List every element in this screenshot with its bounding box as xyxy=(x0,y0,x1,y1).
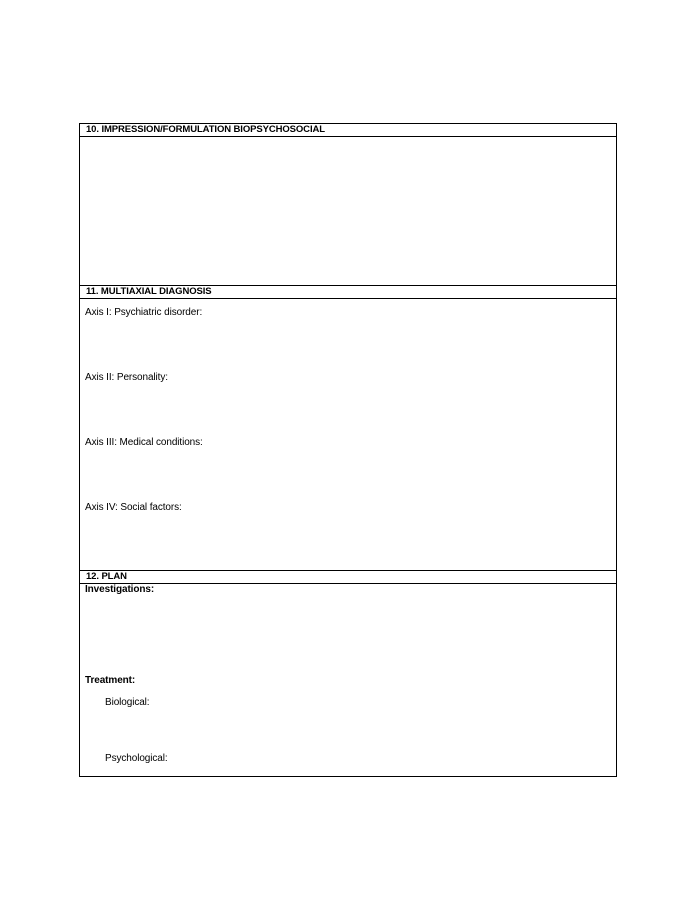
section-12-heading: 12. PLAN xyxy=(80,570,616,584)
treatment-label: Treatment: xyxy=(85,675,136,686)
section-11-heading: 11. MULTIAXIAL DIAGNOSIS xyxy=(80,285,616,299)
axis-1-label: Axis I: Psychiatric disorder: xyxy=(85,307,203,318)
axis-2-label: Axis II: Personality: xyxy=(85,372,168,383)
plan-field[interactable] xyxy=(80,584,616,776)
impression-formulation-field[interactable] xyxy=(80,137,616,285)
biological-label: Biological: xyxy=(105,697,150,708)
assessment-form xyxy=(79,123,617,777)
axis-3-label: Axis III: Medical conditions: xyxy=(85,437,203,448)
axis-4-label: Axis IV: Social factors: xyxy=(85,502,182,513)
psychological-label: Psychological: xyxy=(105,753,168,764)
investigations-label: Investigations: xyxy=(85,584,155,595)
section-10-heading: 10. IMPRESSION/FORMULATION BIOPSYCHOSOCIAL xyxy=(80,124,616,137)
multiaxial-diagnosis-field[interactable] xyxy=(80,299,616,570)
